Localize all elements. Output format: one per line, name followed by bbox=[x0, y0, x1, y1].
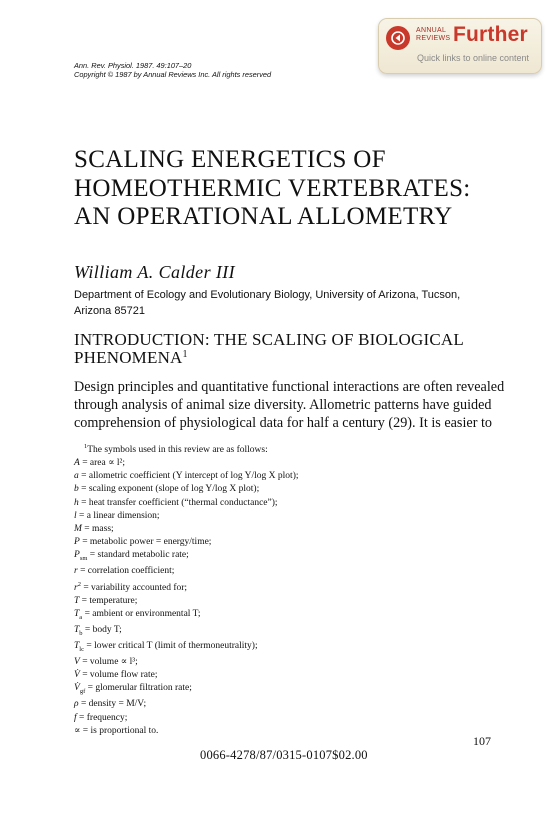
citation-line: Ann. Rev. Physiol. 1987. 49:107–20 bbox=[74, 61, 192, 70]
symbol-def: = standard metabolic rate; bbox=[89, 549, 189, 560]
symbol-def: = heat transfer coefficient (“thermal conductance”); bbox=[81, 497, 278, 508]
reviews-label: REVIEWS bbox=[416, 35, 451, 42]
symbol-row: b = scaling exponent (slope of log Y/log X plot); bbox=[74, 484, 260, 495]
symbol-row: M = mass; bbox=[74, 523, 114, 534]
symbol-row: $r^2$ = variability accounted for; bbox=[74, 580, 188, 594]
annual-label: ANNUAL bbox=[416, 27, 447, 34]
symbol-row: $V̇_{gf}$ = glomerular filtration rate; bbox=[74, 683, 192, 696]
affiliation-line-1: Department of Ecology and Evolutionary Biology, University of Arizona, Tucson, bbox=[74, 289, 461, 301]
symbol-def: = glomerular filtration rate; bbox=[87, 683, 192, 694]
symbol-def: = area ∝ l²; bbox=[82, 458, 126, 469]
copyright-line: Copyright © 1987 by Annual Reviews Inc. All rights reserved bbox=[74, 70, 272, 80]
symbol-row: ρ = density = M/V; bbox=[74, 699, 147, 710]
symbols-footnote bbox=[74, 440, 299, 738]
symbol-row: P = metabolic power = energy/time; bbox=[74, 536, 212, 547]
article-code: 0066-4278/87/0315-0107$02.00 bbox=[200, 748, 368, 762]
intro-paragraph bbox=[74, 378, 505, 432]
symbol-row: a = allometric coefficient (Y intercept of log Y/log X plot); bbox=[74, 471, 299, 482]
symbol-def: = a linear dimension; bbox=[79, 510, 160, 521]
symbol-def: = temperature; bbox=[81, 596, 138, 607]
symbol-row: f = frequency; bbox=[74, 712, 128, 723]
affiliation bbox=[74, 288, 494, 319]
symbol-row: $P_{sm}$ = standard metabolic rate; bbox=[74, 549, 189, 562]
section-heading bbox=[74, 331, 464, 367]
symbol-row: $T_a$ = ambient or environmental T; bbox=[74, 609, 201, 622]
title-line-3: AN OPERATIONAL ALLOMETRY bbox=[74, 203, 453, 230]
symbol-row: T = temperature; bbox=[74, 596, 138, 607]
footnote-intro-text: The symbols used in this review are as follows: bbox=[87, 445, 268, 456]
intro-line-3: comprehension of physiological data for half a century (29). It is easier to bbox=[74, 415, 492, 431]
title-line-1: SCALING ENERGETICS OF bbox=[74, 146, 386, 173]
symbol-def: = correlation coefficient; bbox=[80, 565, 175, 576]
symbol-def: = variability accounted for; bbox=[83, 583, 188, 594]
further-label: Further bbox=[453, 23, 528, 46]
section-heading-line-2: PHENOMENA bbox=[74, 348, 183, 367]
symbol-row: h = heat transfer coefficient (“thermal conductance”); bbox=[74, 497, 278, 508]
symbol-def: = mass; bbox=[84, 523, 114, 534]
symbol-def: = frequency; bbox=[79, 712, 128, 723]
symbol-def: = volume flow rate; bbox=[82, 670, 158, 681]
symbol-def: = metabolic power = energy/time; bbox=[82, 536, 212, 547]
symbol-row: l = a linear dimension; bbox=[74, 510, 160, 521]
affiliation-line-2: Arizona 85721 bbox=[74, 304, 145, 317]
intro-line-2: through analysis of animal size diversity. Allometric patterns have guided bbox=[74, 397, 492, 413]
symbol-def: = ambient or environmental T; bbox=[84, 609, 201, 620]
further-badge[interactable] bbox=[378, 18, 542, 74]
symbol-def: = scaling exponent (slope of log Y/log X plot); bbox=[81, 484, 260, 495]
symbol-def: = body T; bbox=[84, 625, 122, 636]
play-icon bbox=[386, 26, 410, 50]
intro-line-1: Design principles and quantitative functional interactions are often revealed bbox=[74, 379, 505, 395]
symbol-def: = allometric coefficient (Y intercept of log Y/log X plot); bbox=[81, 471, 299, 482]
footnote-mark: 1 bbox=[84, 443, 88, 450]
symbol-row bbox=[74, 725, 299, 738]
footnote-intro bbox=[74, 440, 299, 457]
symbol-row: $T_{lc}$ = lower critical T (limit of thermoneutrality); bbox=[74, 641, 258, 654]
author-name: William A. Calder III bbox=[74, 262, 236, 282]
symbol-def: = density = M/V; bbox=[80, 699, 147, 710]
quick-links-label: Quick links to online content bbox=[417, 53, 530, 63]
symbol-def: = volume ∝ l³; bbox=[82, 657, 138, 668]
journal-citation bbox=[74, 61, 271, 79]
article-title bbox=[74, 146, 471, 232]
annual-reviews-label bbox=[416, 27, 450, 43]
footnote-ref: 1 bbox=[182, 349, 188, 360]
symbol-row: V̇ = volume flow rate; bbox=[74, 670, 158, 681]
symbol-row: r = correlation coefficient; bbox=[74, 565, 175, 576]
title-line-2: HOMEOTHERMIC VERTEBRATES: bbox=[74, 174, 471, 202]
section-heading-line-1: INTRODUCTION: THE SCALING OF BIOLOGICAL bbox=[74, 330, 464, 349]
symbol-def: = lower critical T (limit of thermoneutrality); bbox=[86, 641, 258, 652]
symbol-row: V = volume ∝ l³; bbox=[74, 657, 138, 668]
page-number: 107 bbox=[473, 734, 491, 748]
symbol-def: ∝ = is proportional to. bbox=[74, 725, 159, 736]
symbol-row: $T_b$ = body T; bbox=[74, 625, 122, 638]
symbol-row: A = area ∝ l²; bbox=[74, 458, 126, 469]
